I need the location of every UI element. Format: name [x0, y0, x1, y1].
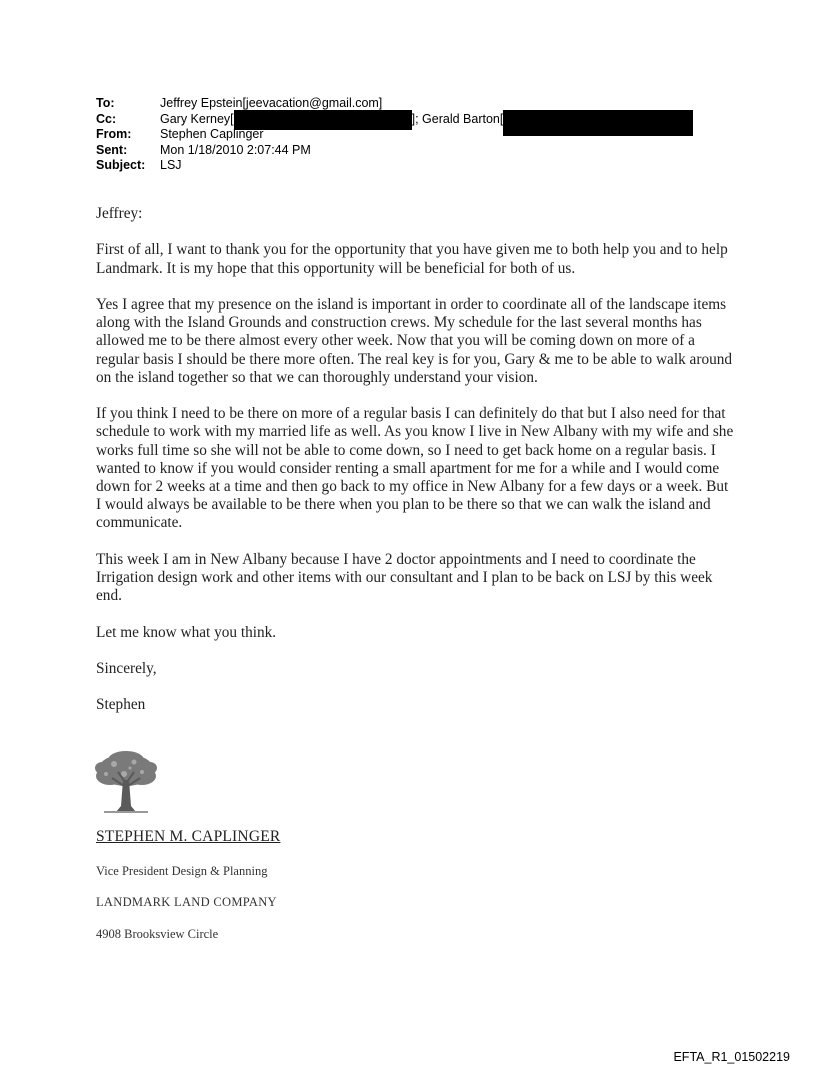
cc-part-1: Gary Kerney[	[160, 111, 234, 126]
document-id: EFTA_R1_01502219	[673, 1050, 790, 1064]
cc-label: Cc:	[96, 111, 117, 126]
email-body	[96, 205, 736, 733]
signature-name: STEPHEN M. CAPLINGER	[96, 828, 281, 845]
from-label: From:	[96, 127, 132, 141]
signature-company: LANDMARK LAND COMPANY	[96, 895, 277, 909]
subject-label: Subject:	[96, 158, 146, 172]
body-paragraph: This week I am in New Albany because I have 2 doctor appointments and I need to coordinate the Irrigation design work and other items with our consultant and I plan to be back on LSJ by this week end.	[96, 550, 713, 605]
body-paragraph: Yes I agree that my presence on the island is important in order to coordinate all of the landscape items along with the Island Grounds and construction crews. My schedule for the last several months has allowed me to be there almost every other week. Now that you will be coming down on more of a regular basis I should be there more often. The real key is for you, Gary & me to be able to walk around on the island together so that we can thoroughly understand your vision.	[96, 295, 733, 386]
sent-value: Mon 1/18/2010 2:07:44 PM	[160, 142, 311, 157]
sender-name: Stephen	[96, 696, 146, 714]
from-value: Stephen Caplinger	[160, 127, 264, 141]
body-paragraph: If you think I need to be there on more of a regular basis I can definitely do that but I also need for that schedule to work with my married life as well. As you know I live in New Albany with my wife and she works full time so she will not be able to come down, so I need to get back home on a regular basis. I wanted to know if you would consider renting a small apartment for me for a while and I would come down for 2 weeks at a time and then go back to my office in New Albany for a few days or a week. But I would always be available to be there when you plan to be there so that we can walk the island and communicate.	[96, 405, 734, 532]
body-paragraph: First of all, I want to thank you for the opportunity that you have given me to both help you and to help Landmark. It is my hope that this opportunity will be beneficial for both of us.	[96, 241, 728, 277]
closing: Sincerely,	[96, 659, 157, 677]
to-value: Jeffrey Epstein[jeevacation@gmail.com]	[160, 96, 383, 110]
oak-tree-logo-icon	[94, 748, 158, 814]
subject-value: LSJ	[160, 158, 182, 172]
signature-title: Vice President Design & Planning	[96, 864, 268, 878]
sent-label: Sent:	[96, 142, 128, 157]
signature-address: 4908 Brooksview Circle	[96, 927, 219, 941]
redaction-block	[503, 110, 693, 136]
to-label: To:	[96, 96, 115, 110]
salutation: Jeffrey:	[96, 205, 143, 222]
body-paragraph: Let me know what you think.	[96, 623, 277, 641]
cc-part-2: ]; Gerald Barton[	[411, 111, 504, 126]
